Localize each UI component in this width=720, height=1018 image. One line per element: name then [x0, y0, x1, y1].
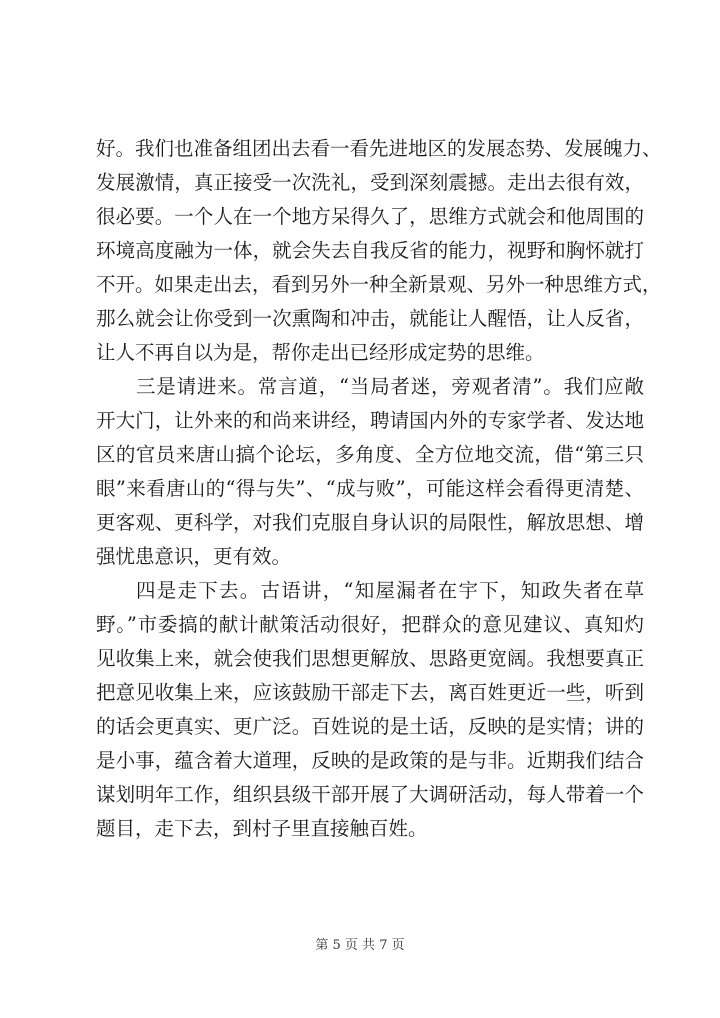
text-line: 谋划明年工作，组织县级干部开展了大调研活动，每人带着一个: [96, 783, 644, 806]
page-number-footer: 第 5 页 共 7 页: [315, 938, 405, 953]
text-line: 眼”来看唐山的“得与失”、“成与败”，可能这样会看得更清楚、: [96, 477, 644, 500]
text-line: 开大门，让外来的和尚来讲经，聘请国内外的专家学者、发达地: [96, 409, 644, 432]
text-line: 把意见收集上来，应该鼓励干部走下去，离百姓更近一些，听到: [96, 681, 644, 704]
text-line: 很必要。一个人在一个地方呆得久了，思维方式就会和他周围的: [96, 205, 644, 228]
text-line: 见收集上来，就会使我们思想更解放、思路更宽阔。我想要真正: [96, 647, 644, 670]
text-line: 环境高度融为一体，就会失去自我反省的能力，视野和胸怀就打: [96, 239, 644, 262]
text-line: 让人不再自以为是，帮你走出已经形成定势的思维。: [96, 341, 545, 364]
text-line: 题目，走下去，到村子里直接触百姓。: [96, 817, 428, 840]
text-line: 的话会更真实、更广泛。百姓说的是土话，反映的是实情；讲的: [96, 715, 644, 738]
text-line: 更客观、更科学，对我们克服自身认识的局限性，解放思想、增: [96, 511, 644, 534]
text-line: 那么就会让你受到一次熏陶和冲击，就能让人醒悟，让人反省，: [96, 307, 644, 330]
text-line: 是小事，蕴含着大道理，反映的是政策的是与非。近期我们结合: [96, 749, 644, 772]
text-line: 好。我们也准备组团出去看一看先进地区的发展态势、发展魄力、: [96, 137, 662, 160]
body-text: [96, 132, 662, 846]
text-line: 强忧患意识，更有效。: [96, 545, 292, 568]
paragraph-start-line: 四是走下去。古语讲，“知屋漏者在宇下，知政失者在草: [136, 579, 644, 602]
text-line: 野。”市委搞的献计献策活动很好，把群众的意见建议、真知灼: [96, 613, 644, 636]
text-line: 区的官员来唐山搞个论坛，多角度、全方位地交流，借“第三只: [96, 443, 644, 466]
paragraph-start-line: 三是请进来。常言道，“当局者迷，旁观者清”。我们应敞: [136, 375, 644, 398]
text-line: 不开。如果走出去，看到另外一种全新景观、另外一种思维方式，: [96, 273, 662, 296]
text-line: 发展激情，真正接受一次洗礼，受到深刻震撼。走出去很有效，: [96, 171, 644, 194]
